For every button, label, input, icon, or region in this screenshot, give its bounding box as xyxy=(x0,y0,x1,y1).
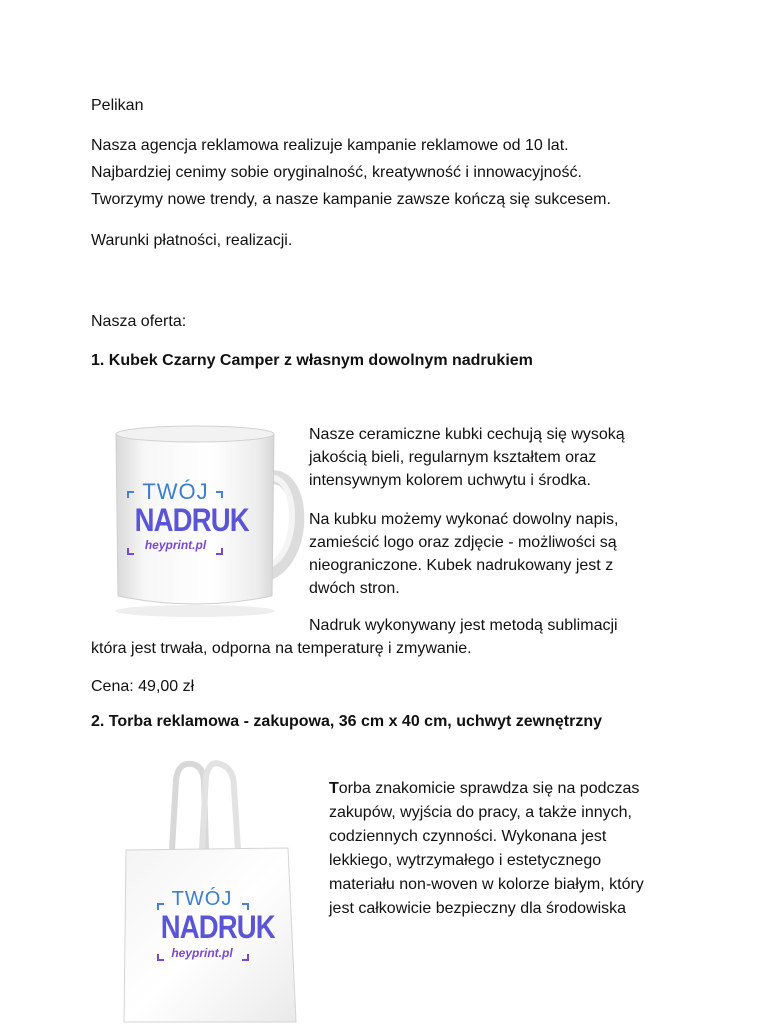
intro-line-1: Nasza agencja reklamowa realizuje kampanie reklamowe od 10 lat. xyxy=(91,137,569,154)
intro-line-2: Najbardziej cenimy sobie oryginalność, kreatywność i innowacyjność. xyxy=(91,164,582,181)
mug-print-site: heyprint.pl xyxy=(144,538,207,552)
mug-desc-2-line-3: nieograniczone. Kubek nadrukowany jest z xyxy=(309,557,614,574)
product-1-title: 1. Kubek Czarny Camper z własnym dowolnym nadrukiem xyxy=(91,352,533,369)
mug-desc-2-line-2: zamieścić logo oraz zdjęcie - możliwości są xyxy=(309,534,617,551)
bag-desc-line-4: lekkiego, wytrzymałego i estetycznego xyxy=(329,852,602,869)
bag-desc-line-5: materiału non-woven w kolorze białym, który xyxy=(329,876,644,893)
offer-heading: Nasza oferta: xyxy=(91,313,187,330)
mug-desc-2-line-1: Na kubku możemy wykonać dowolny napis, xyxy=(309,511,619,528)
mug-desc-3-line-2: która jest trwała, odporna na temperaturę i zmywanie. xyxy=(91,640,472,657)
tote-bag-icon xyxy=(92,758,326,1024)
mug-desc-1-line-2: jakością bieli, regularnym kształtem oraz xyxy=(309,449,597,466)
bag-print-main: NADRUK xyxy=(160,909,275,945)
bag-desc-line-1 xyxy=(329,777,639,801)
bag-desc-line-6: jest całkowicie bezpieczny dla środowiska xyxy=(329,900,627,917)
mug-desc-1-line-3: intensywnym kolorem uchwytu i środka. xyxy=(309,472,591,489)
product-2-title: 2. Torba reklamowa - zakupowa, 36 cm x 40 cm, uchwyt zewnętrzny xyxy=(91,713,602,730)
mug-print-main: NADRUK xyxy=(134,502,249,538)
intro-line-3: Tworzymy nowe trendy, a nasze kampanie zawsze kończą się sukcesem. xyxy=(91,191,611,208)
bag-print-top: TWÓJ xyxy=(171,888,233,910)
mug-price: Cena: 49,00 zł xyxy=(91,678,195,695)
mug-icon xyxy=(92,406,306,620)
bag-desc-first-letter: T xyxy=(329,780,339,797)
bag-desc-first-line-rest: orba znakomicie sprawdza się na podczas xyxy=(338,780,640,797)
mug-desc-2-line-4: dwóch stron. xyxy=(309,580,400,597)
mug-print-top: TWÓJ xyxy=(142,479,209,504)
bag-desc-line-2: zakupów, wyjścia do pracy, a także innych, xyxy=(329,804,632,821)
terms-link-text: Warunki płatności, realizacji. xyxy=(91,232,293,249)
company-name: Pelikan xyxy=(91,97,144,114)
mug-desc-1-line-1: Nasze ceramiczne kubki cechują się wysoką xyxy=(309,426,625,443)
mug-desc-3-line-1: Nadruk wykonywany jest metodą sublimacji xyxy=(309,617,618,634)
bag-desc-line-3: codziennych czynności. Wykonana jest xyxy=(329,828,607,845)
bag-print-site: heyprint.pl xyxy=(171,946,233,960)
